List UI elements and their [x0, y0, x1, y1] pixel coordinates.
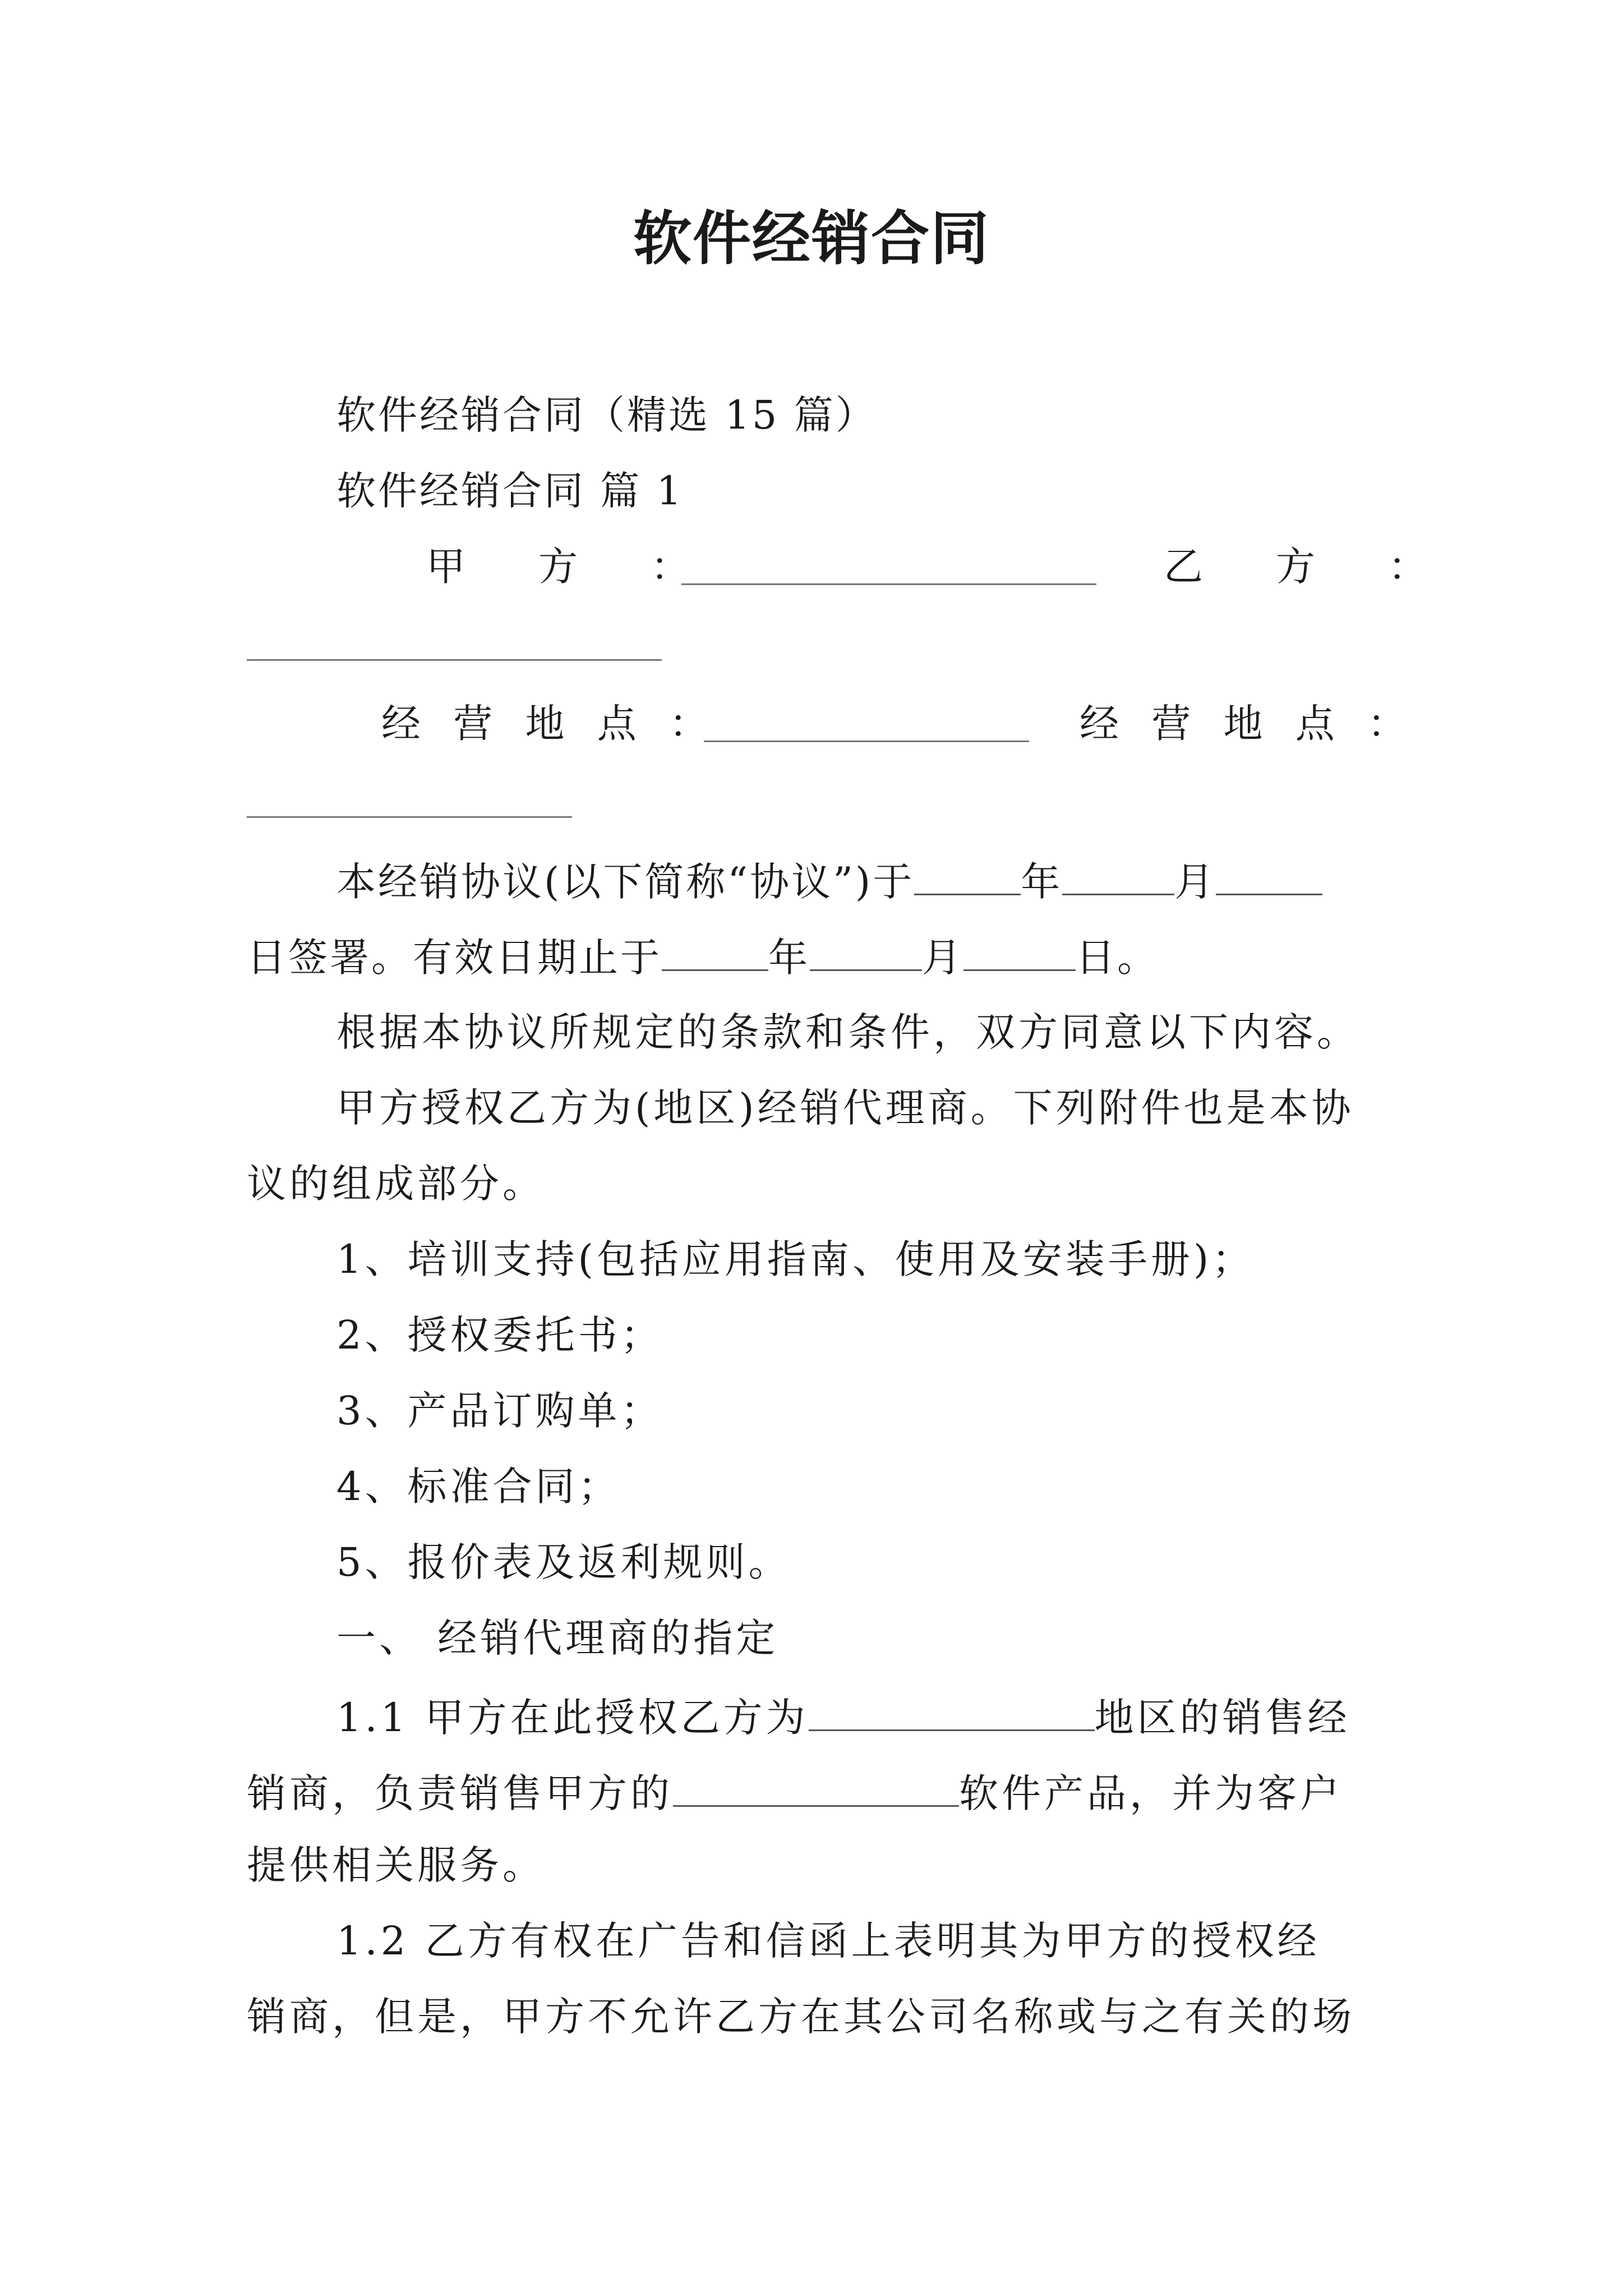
document-title: 软件经销合同 [633, 204, 990, 273]
list-item: 4、标准合同； [336, 1464, 621, 1510]
signing-day-blank [1216, 850, 1322, 895]
clause-1-1-text-a: 1.1 甲方在此授权乙方为 [336, 1695, 809, 1741]
agreement-paragraph: 根据本协议所规定的条款和条件，双方同意以下内容。 [336, 1009, 1359, 1055]
authorization-line-2: 议的组成部分。 [247, 1161, 545, 1207]
day-label: 日。 [1076, 935, 1159, 981]
list-item: 2、授权委托书； [336, 1312, 663, 1358]
party-b-blank [247, 659, 662, 661]
clause-1-2-line-1: 1.2 乙方有权在广告和信函上表明其为甲方的授权经 [336, 1918, 1320, 1964]
address-a-label: 经 营 地 点 ： [381, 701, 719, 747]
address-b-blank [247, 816, 572, 818]
clause-1-2-line-2: 销商，但是，甲方不允许乙方在其公司名称或与之有关的场 [247, 1994, 1355, 2040]
signing-year-blank [914, 850, 1021, 895]
clause-1-1-text-c: 销商，负责销售甲方的 [247, 1770, 673, 1816]
section-one-heading: 一、 经销代理商的指定 [336, 1615, 779, 1661]
list-item: 1、培训支持(包括应用指南、使用及安装手册)； [336, 1236, 1255, 1282]
clause-1-1-text-b: 地区的销售经 [1094, 1695, 1350, 1741]
authorization-line-1: 甲方授权乙方为(地区)经销代理商。下列附件也是本协 [336, 1085, 1354, 1131]
clause-1-1-text-d: 软件产品，并为客户 [959, 1770, 1343, 1816]
month-label: 月 [922, 935, 963, 981]
product-blank [673, 1761, 959, 1807]
list-item: 3、产品订购单； [336, 1388, 663, 1434]
address-a-blank [704, 740, 1029, 742]
list-item: 5、报价表及返利规则。 [336, 1539, 791, 1585]
party-a-blank [681, 583, 1096, 585]
year-label: 年 [1021, 859, 1063, 905]
expiry-month-blank [810, 926, 922, 971]
expiry-year-blank [662, 926, 768, 971]
signing-month-blank [1062, 850, 1174, 895]
date-line-2 [247, 926, 1159, 986]
subtitle: 软件经销合同（精选 15 篇） [336, 392, 877, 438]
section-heading: 软件经销合同 篇 1 [336, 468, 684, 514]
date-line-1-text: 本经销协议(以下简称“协议”)于 [336, 859, 915, 905]
date-line-1 [336, 850, 1322, 910]
year-label: 年 [768, 935, 810, 981]
date-line-2-text: 日签署。有效日期止于 [247, 935, 662, 981]
region-blank [809, 1686, 1095, 1731]
clause-1-1-line-2 [247, 1761, 1343, 1821]
clause-1-1-line-3: 提供相关服务。 [247, 1842, 545, 1888]
expiry-day-blank [963, 926, 1076, 971]
month-label: 月 [1174, 859, 1216, 905]
clause-1-1-line-1 [336, 1686, 1350, 1746]
address-b-label: 经 营 地 点 ： [1080, 701, 1417, 747]
party-a-label: 甲 方 ： [426, 544, 707, 590]
party-b-label: 乙 方 ： [1164, 544, 1444, 590]
